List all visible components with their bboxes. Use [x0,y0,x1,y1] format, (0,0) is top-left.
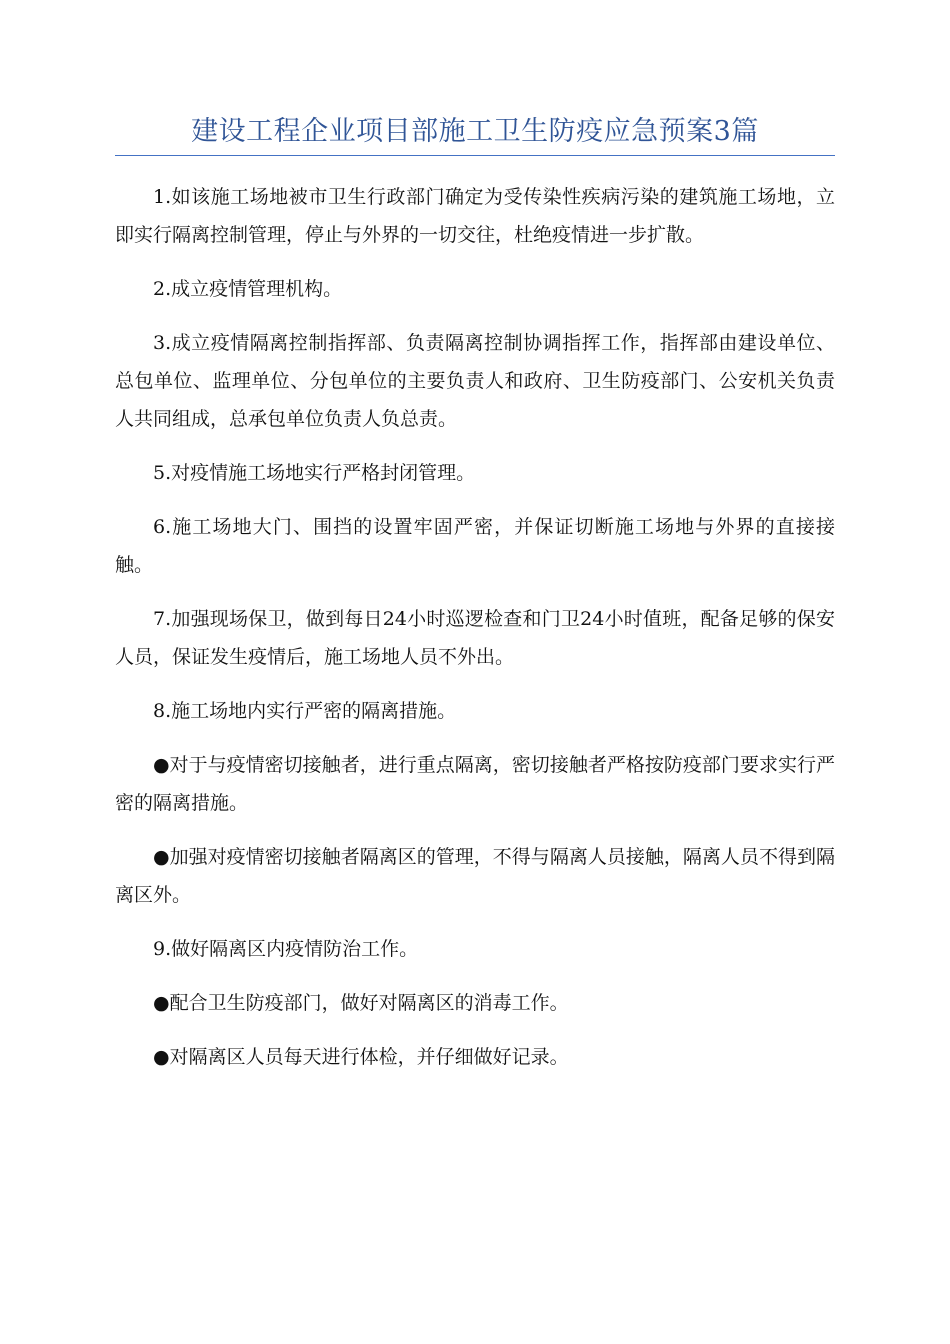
paragraph-8: 8.施工场地内实行严密的隔离措施。 [153,700,457,722]
bullet-item-3: ●配合卫生防疫部门，做好对隔离区的消毒工作。 [153,992,569,1014]
paragraph-1: 1.如该施工场地被市卫生行政部门确定为受传染性疾病污染的建筑施工场地，立即实行隔离控制管理，停止与外界的一切交往，杜绝疫情进一步扩散。 [115,186,835,246]
paragraph-3: 3.成立疫情隔离控制指挥部、负责隔离控制协调指挥工作，指挥部由建设单位、总包单位、监理单位、分包单位的主要负责人和政府、卫生防疫部门、公安机关负责人共同组成，总承包单位负责人负总责。 [115,332,835,430]
bullet-item-2: ●加强对疫情密切接触者隔离区的管理，不得与隔离人员接触，隔离人员不得到隔离区外。 [115,846,835,906]
paragraph-2: 2.成立疫情管理机构。 [153,278,343,300]
paragraph-6: 6.施工场地大门、围挡的设置牢固严密，并保证切断施工场地与外界的直接接触。 [115,516,835,576]
paragraph-7: 7.加强现场保卫，做到每日24小时巡逻检查和门卫24小时值班，配备足够的保安人员，保证发生疫情后，施工场地人员不外出。 [115,608,835,668]
document-page [115,112,835,1092]
document-body [115,178,835,1076]
bullet-item-4: ●对隔离区人员每天进行体检，并仔细做好记录。 [153,1046,569,1068]
document-title: 建设工程企业项目部施工卫生防疫应急预案3篇 [191,116,759,147]
paragraph-5: 5.对疫情施工场地实行严格封闭管理。 [153,462,476,484]
bullet-item-1: ●对于与疫情密切接触者，进行重点隔离，密切接触者严格按防疫部门要求实行严密的隔离措施。 [115,754,835,814]
paragraph-9: 9.做好隔离区内疫情防治工作。 [153,938,419,960]
title-underline [115,155,835,156]
